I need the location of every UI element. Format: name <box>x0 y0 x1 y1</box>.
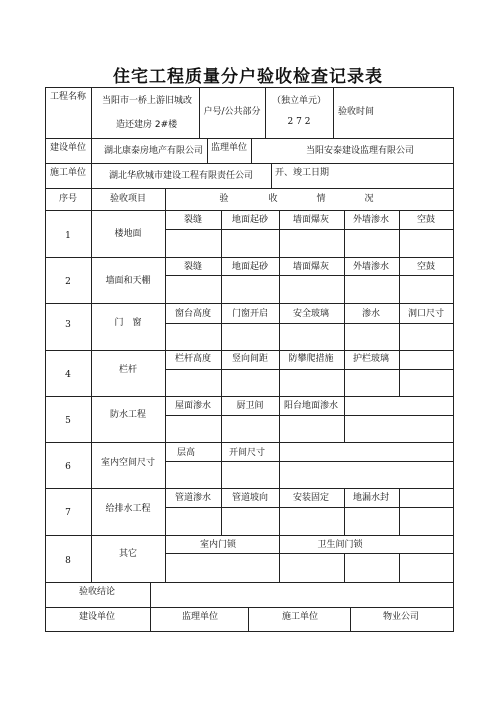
row-divider <box>165 553 454 554</box>
row-index: 7 <box>65 508 71 518</box>
check-label: 室内门锁 <box>199 540 237 550</box>
check-label: 渗水 <box>361 309 381 319</box>
item-header: 验收项目 <box>109 194 147 204</box>
check-label: 墙面爆灰 <box>292 215 330 225</box>
row-item: 楼地面 <box>114 229 142 239</box>
contractor-value: 湖北华欣城市建设工程有限责任公司 <box>109 171 254 181</box>
row-divider <box>45 631 454 632</box>
row-divider <box>165 369 454 370</box>
contractor-label: 施工单位 <box>49 168 87 178</box>
row-index: 3 <box>65 320 71 330</box>
index-header: 序号 <box>58 194 78 204</box>
row-index: 5 <box>65 416 71 426</box>
col-divider <box>344 350 345 396</box>
check-label: 安全玻璃 <box>292 309 330 319</box>
row-item: 防水工程 <box>109 410 147 420</box>
row-divider <box>45 488 454 489</box>
row-divider <box>45 350 454 351</box>
row-divider <box>165 461 454 462</box>
col-divider <box>399 303 400 350</box>
col-divider <box>221 488 222 535</box>
row-index: 2 <box>65 277 71 287</box>
signoff-contractor: 施工单位 <box>281 612 319 622</box>
col-divider <box>279 350 280 396</box>
supervisor-value: 当阳安泰建设监理有限公司 <box>306 146 415 156</box>
col-divider <box>248 607 249 632</box>
row-index: 8 <box>65 556 71 566</box>
row-item: 栏杆 <box>118 365 138 375</box>
check-label: 地面起砂 <box>231 215 269 225</box>
col-divider <box>350 607 351 632</box>
row-divider <box>45 535 454 536</box>
unit-value-line1: （独立单元） <box>271 96 327 106</box>
check-label: 外墙渗水 <box>352 215 390 225</box>
builder-label: 建设单位 <box>49 143 87 153</box>
col-divider <box>279 535 280 582</box>
row-item: 室内空间尺寸 <box>100 458 156 468</box>
table-border-right <box>453 87 454 632</box>
check-label: 管道渗水 <box>174 493 212 503</box>
col-divider <box>344 303 345 350</box>
col-divider <box>150 607 151 632</box>
col-divider <box>399 210 400 303</box>
col-divider <box>344 396 345 442</box>
col-divider <box>279 303 280 350</box>
check-label: 地面起砂 <box>231 262 269 272</box>
row-item: 其它 <box>118 549 138 559</box>
col-divider <box>221 210 222 303</box>
col-divider <box>333 87 334 138</box>
check-label: 空鼓 <box>416 215 436 225</box>
check-label: 厨卫间 <box>236 401 264 411</box>
col-divider <box>399 488 400 535</box>
col-divider <box>344 210 345 303</box>
row-divider <box>165 275 454 276</box>
row-index: 6 <box>65 462 71 472</box>
row-divider <box>45 210 454 211</box>
check-label: 屋面渗水 <box>174 401 212 411</box>
row-divider <box>45 607 454 608</box>
situation-header-char: 情 <box>316 194 326 204</box>
check-label: 卫生间门锁 <box>317 540 363 550</box>
col-divider <box>91 188 92 582</box>
col-divider <box>271 163 272 188</box>
row-divider <box>45 303 454 304</box>
check-label: 窗台高度 <box>174 309 212 319</box>
check-label: 裂缝 <box>183 262 203 272</box>
check-label: 栏杆高度 <box>174 354 212 364</box>
project-name-line2: 造还建房 2#楼 <box>116 120 178 130</box>
col-divider <box>91 87 92 188</box>
row-divider <box>45 442 454 443</box>
col-divider <box>199 87 200 138</box>
project-name-label: 工程名称 <box>49 92 87 102</box>
acceptance-time-label: 验收时间 <box>337 107 375 117</box>
col-divider <box>399 553 400 582</box>
signoff-property: 物业公司 <box>382 612 420 622</box>
col-divider <box>150 582 151 607</box>
row-index: 4 <box>65 370 71 380</box>
row-divider <box>45 257 454 258</box>
row-item: 给排水工程 <box>105 504 151 514</box>
row-item: 墙面和天棚 <box>105 276 151 286</box>
supervisor-label: 监理单位 <box>210 143 248 153</box>
unit-value-line2: 2 7 2 <box>287 117 311 127</box>
col-divider <box>279 488 280 535</box>
builder-value: 湖北康泰房地产有限公司 <box>104 146 204 156</box>
col-divider <box>251 138 252 163</box>
page-title: 住宅工程质量分户验收检查记录表 <box>113 67 383 87</box>
col-divider <box>221 350 222 396</box>
row-divider <box>45 138 454 139</box>
unit-label: 户号/公共部分 <box>203 107 261 117</box>
col-divider <box>279 210 280 303</box>
row-divider <box>45 163 454 164</box>
check-label: 地漏水封 <box>352 493 390 503</box>
col-divider <box>344 488 345 535</box>
col-divider <box>165 188 166 582</box>
check-label: 门窗开启 <box>231 309 269 319</box>
row-divider <box>165 415 454 416</box>
col-divider <box>265 87 266 138</box>
check-label: 防攀爬措施 <box>288 354 334 364</box>
check-label: 墙面爆灰 <box>292 262 330 272</box>
table-border-left <box>45 87 46 632</box>
check-label: 洞口尺寸 <box>407 309 445 319</box>
signoff-builder: 建设单位 <box>78 612 116 622</box>
conclusion-label: 验收结论 <box>78 587 116 597</box>
check-label: 开间尺寸 <box>228 448 266 458</box>
col-divider <box>279 442 280 488</box>
situation-header-char: 况 <box>364 194 374 204</box>
row-divider <box>45 87 454 88</box>
col-divider <box>344 553 345 582</box>
row-divider <box>45 582 454 583</box>
check-label: 外墙渗水 <box>352 262 390 272</box>
situation-header-char: 收 <box>268 194 278 204</box>
col-divider <box>221 396 222 442</box>
row-divider <box>165 229 454 230</box>
row-divider <box>45 188 454 189</box>
situation-header-char: 验 <box>219 194 229 204</box>
row-divider <box>165 507 454 508</box>
check-label: 竖向间距 <box>231 354 269 364</box>
row-divider <box>45 396 454 397</box>
check-label: 护栏玻璃 <box>352 354 390 364</box>
col-divider <box>279 396 280 442</box>
col-divider <box>207 138 208 163</box>
check-label: 安装固定 <box>292 493 330 503</box>
row-divider <box>165 323 454 324</box>
project-name-line1: 当阳市一桥上游旧城改 <box>102 96 193 106</box>
col-divider <box>221 442 222 488</box>
row-index: 1 <box>65 231 71 241</box>
row-item: 门 窗 <box>114 318 142 328</box>
check-label: 空鼓 <box>416 262 436 272</box>
col-divider <box>399 350 400 396</box>
check-label: 管道坡向 <box>231 493 269 503</box>
dates-label: 开、竣工日期 <box>275 168 330 178</box>
check-label: 阳台地面渗水 <box>283 401 339 411</box>
signoff-supervisor: 监理单位 <box>181 612 219 622</box>
check-label: 层高 <box>176 448 196 458</box>
col-divider <box>221 303 222 350</box>
check-label: 裂缝 <box>183 215 203 225</box>
